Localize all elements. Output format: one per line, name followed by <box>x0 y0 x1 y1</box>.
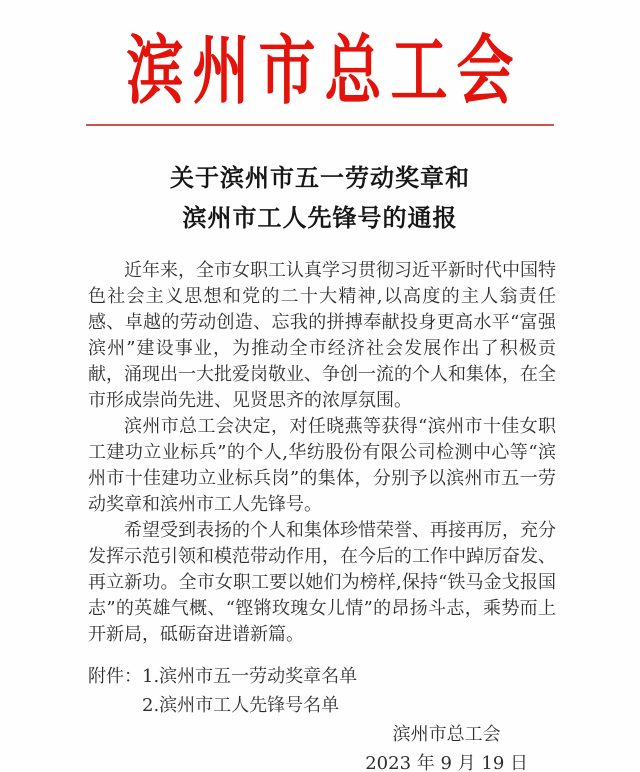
body-paragraph-3: 希望受到表扬的个人和集体珍惜荣誉、再接再厉，充分发挥示范引领和模范带动作用，在今后的工作中踔厉奋发、再立新功。全市女职工要以她们为榜样,保持“铁马金戈报国志”的英雄气概、“铿锵玫瑰女儿情”的昂扬斗志，乘势而上开新局，砥砺奋进谱新篇。 <box>88 520 556 645</box>
attachment-item-1: 1.滨州市五一劳动奖章名单 <box>142 666 358 687</box>
signature-org-name: 滨州市总工会 <box>392 724 501 745</box>
letterhead-banner <box>0 0 640 124</box>
body-paragraph-2: 滨州市总工会决定，对任晓燕等获得“滨州市十佳女职工建功立业标兵”的个人,华纺股份有限公司检测中心等“滨州市十佳建功立业标兵岗”的集体，分别予以滨州市五一劳动奖章和滨州市工人先锋号。 <box>88 416 556 515</box>
document-title-line1: 关于滨州市五一劳动奖章和 <box>170 163 470 192</box>
letterhead-divider-line <box>86 124 554 126</box>
attachments-label: 附件： <box>88 666 142 687</box>
attachments-list <box>142 662 357 720</box>
document-title <box>0 158 640 238</box>
letterhead-org-name: 滨州市总工会 <box>126 26 523 116</box>
document-title-line2: 滨州市工人先锋号的通报 <box>182 203 458 232</box>
body-paragraph-1: 近年来，全市女职工认真学习贯彻习近平新时代中国特色社会主义思想和党的二十大精神,以高度的主人翁责任感、卓越的劳动创造、忘我的拼搏奉献投身更高水平“富强滨州”建设事业，为推动全市经济社会发展作出了积极贡献，涌现出一大批爱岗敬业、争创一流的个人和集体，在全市形成崇尚先进、见贤思齐的浓厚氛围。 <box>88 260 556 411</box>
signature-block <box>365 720 528 772</box>
signature-date: 2023 年 9 月 19 日 <box>365 753 528 772</box>
attachment-item-2: 2.滨州市工人先锋号名单 <box>142 695 340 716</box>
attachments-section <box>88 662 556 720</box>
document-body <box>88 258 556 648</box>
